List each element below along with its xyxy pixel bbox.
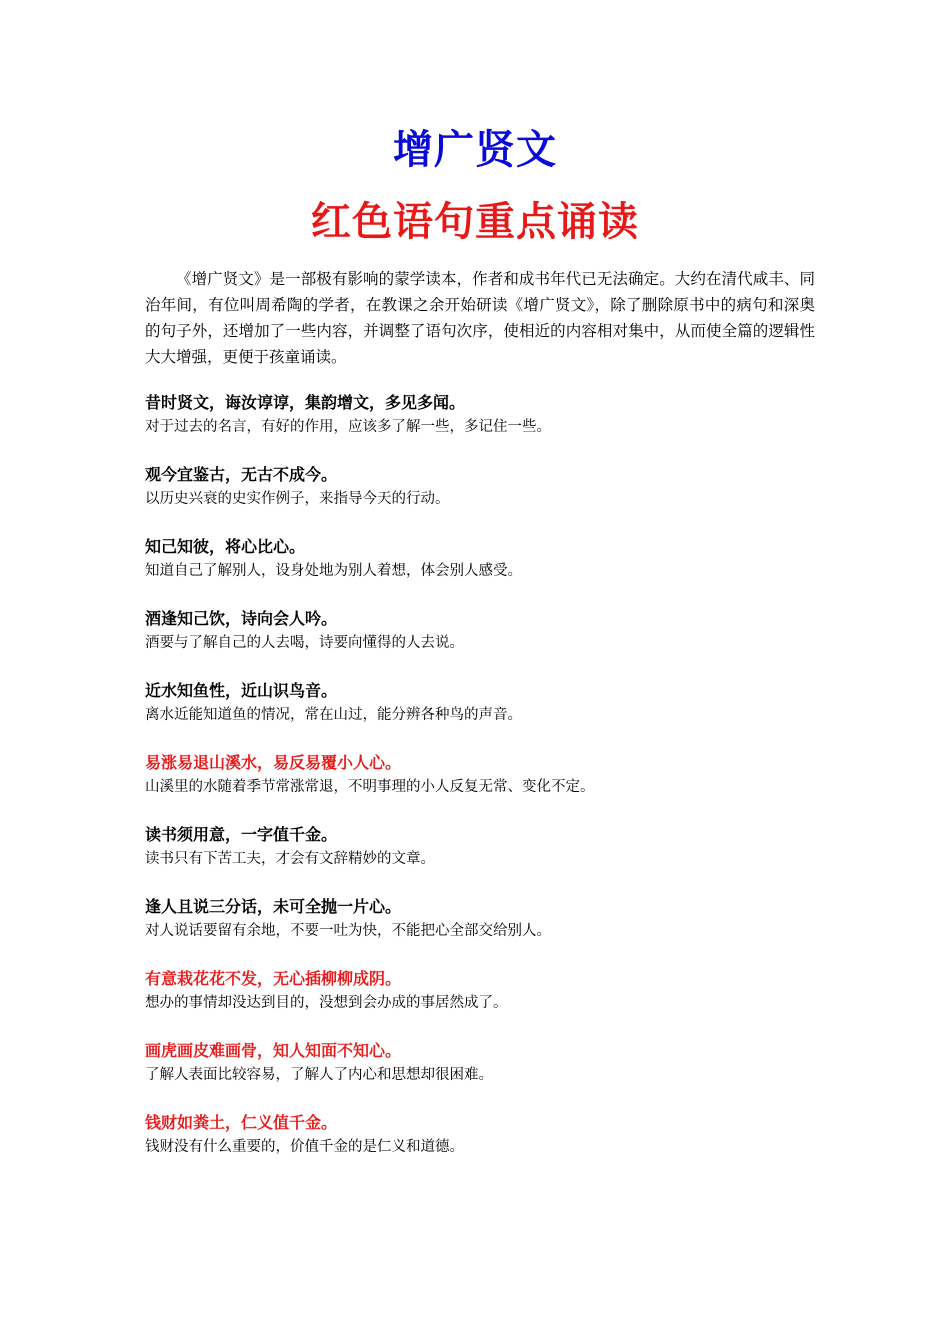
quote-meaning: 钱财没有什么重要的，价值千金的是仁义和道德。 [145,1139,464,1155]
quote-entry [145,606,815,678]
quote-text: 昔时贤文，诲汝谆谆，集韵增文，多见多闻。 [145,393,466,412]
quote-text: 酒逢知己饮，诗向会人吟。 [145,609,338,628]
quote-meaning: 想办的事情却没达到目的，没想到会办成的事居然成了。 [145,995,508,1011]
quote-entry [145,894,815,966]
quote-meaning: 知道自己了解别人，设身处地为别人着想，体会别人感受。 [145,563,522,579]
quote-meaning: 对于过去的名言，有好的作用，应该多了解一些，多记住一些。 [145,419,551,435]
quote-entry [145,462,815,534]
quote-text: 观今宜鉴古，无古不成今。 [145,465,338,484]
quote-meaning: 以历史兴衰的史实作例子，来指导今天的行动。 [145,491,450,507]
quote-text: 近水知鱼性，近山识鸟音。 [145,681,338,700]
quote-text: 逢人且说三分话，未可全抛一片心。 [145,897,402,916]
quote-meaning: 山溪里的水随着季节常涨常退，不明事理的小人反复无常、变化不定。 [145,779,595,795]
quote-entry [145,750,815,822]
quote-text: 有意栽花花不发，无心插柳柳成阴。 [145,969,402,988]
quote-text: 读书须用意，一字值千金。 [145,825,338,844]
quote-entry [145,1110,815,1182]
document-subtitle: 红色语句重点诵读 [311,199,639,245]
quote-meaning: 了解人表面比较容易，了解人了内心和思想却很困难。 [145,1067,493,1083]
quote-entry [145,390,815,462]
quote-meaning: 离水近能知道鱼的情况，常在山过，能分辨各种鸟的声音。 [145,707,522,723]
quote-meaning: 读书只有下苦工夫，才会有文辞精妙的文章。 [145,851,435,867]
quote-entry [145,822,815,894]
quote-text: 钱财如粪土，仁义值千金。 [145,1113,338,1132]
quote-text: 知己知彼，将心比心。 [145,537,306,556]
quote-entry [145,1038,815,1110]
quote-entry [145,678,815,750]
quote-entry [145,966,815,1038]
quote-list [145,390,815,1182]
quote-meaning: 对人说话要留有余地，不要一吐为快，不能把心全部交给别人。 [145,923,551,939]
intro-paragraph: 《增广贤文》是一部极有影响的蒙学读本，作者和成书年代已无法确定。大约在清代咸丰、同治年间，有位叫周希陶的学者，在教课之余开始研读《增广贤文》，除了删除原书中的病句和深奥的句子外，还增加了一些内容，并调整了语句次序，使相近的内容相对集中，从而使全篇的逻辑性大大增强，更便于孩童诵读。 [145,270,815,366]
quote-text: 易涨易退山溪水，易反易覆小人心。 [145,753,402,772]
quote-meaning: 酒要与了解自己的人去喝，诗要向懂得的人去说。 [145,635,464,651]
quote-entry [145,534,815,606]
quote-text: 画虎画皮难画骨，知人知面不知心。 [145,1041,402,1060]
document-title: 增广贤文 [393,127,557,173]
